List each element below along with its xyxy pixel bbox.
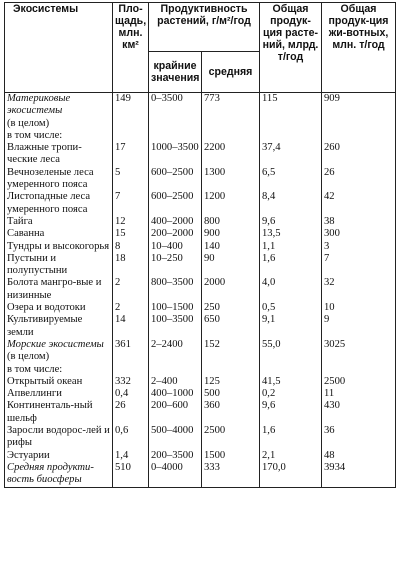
cell-area <box>113 351 149 363</box>
cell-area: 2 <box>113 302 149 314</box>
cell-ecosystem: Вечнозеленые леса умеренного пояса <box>5 167 113 192</box>
cell-ecosystem: (в целом) <box>5 351 113 363</box>
cell-animal-total: 7 <box>322 253 396 278</box>
header-average: средняя <box>202 52 260 93</box>
table-row <box>5 302 396 314</box>
cell-average: 90 <box>202 253 260 278</box>
cell-plant-total: 6,5 <box>260 167 322 192</box>
cell-average: 500 <box>202 388 260 400</box>
table-row <box>5 400 396 425</box>
cell-ecosystem: Тайга <box>5 216 113 228</box>
cell-plant-total: 1,6 <box>260 253 322 278</box>
cell-area: 0,6 <box>113 425 149 450</box>
table-row <box>5 228 396 240</box>
cell-plant-total: 37,4 <box>260 142 322 167</box>
cell-animal-total <box>322 130 396 142</box>
cell-area: 2 <box>113 277 149 302</box>
table-row <box>5 425 396 450</box>
cell-area: 1,4 <box>113 450 149 462</box>
cell-area: 361 <box>113 339 149 351</box>
table-row <box>5 314 396 339</box>
cell-range: 100–1500 <box>149 302 202 314</box>
ecosystem-productivity-table <box>4 2 396 488</box>
cell-area: 17 <box>113 142 149 167</box>
cell-animal-total: 430 <box>322 400 396 425</box>
cell-plant-total: 8,4 <box>260 191 322 216</box>
table-row <box>5 118 396 130</box>
cell-animal-total: 10 <box>322 302 396 314</box>
header-area: Пло-щадь, млн. км² <box>113 3 149 93</box>
cell-plant-total: 9,6 <box>260 400 322 425</box>
cell-average: 773 <box>202 93 260 118</box>
cell-average: 1300 <box>202 167 260 192</box>
cell-average: 2500 <box>202 425 260 450</box>
cell-range: 0–4000 <box>149 462 202 487</box>
cell-area: 12 <box>113 216 149 228</box>
cell-range <box>149 364 202 376</box>
cell-area: 0,4 <box>113 388 149 400</box>
cell-ecosystem: Культивируемые земли <box>5 314 113 339</box>
cell-plant-total: 9,1 <box>260 314 322 339</box>
cell-ecosystem: Влажные тропи-ческие леса <box>5 142 113 167</box>
table-row <box>5 388 396 400</box>
cell-range: 200–2000 <box>149 228 202 240</box>
header-productivity: Продуктивность растений, г/м²/год <box>149 3 260 52</box>
cell-range: 200–600 <box>149 400 202 425</box>
table-row <box>5 191 396 216</box>
cell-animal-total: 260 <box>322 142 396 167</box>
cell-plant-total: 115 <box>260 93 322 118</box>
cell-ecosystem: (в целом) <box>5 118 113 130</box>
cell-plant-total <box>260 351 322 363</box>
table-row <box>5 216 396 228</box>
table-row <box>5 93 396 118</box>
cell-ecosystem: Морские экосистемы <box>5 339 113 351</box>
cell-range <box>149 351 202 363</box>
cell-animal-total <box>322 351 396 363</box>
cell-animal-total: 909 <box>322 93 396 118</box>
cell-plant-total: 13,5 <box>260 228 322 240</box>
cell-area <box>113 118 149 130</box>
cell-ecosystem: Болота мангро-вые и низинные <box>5 277 113 302</box>
cell-average: 152 <box>202 339 260 351</box>
cell-average: 333 <box>202 462 260 487</box>
cell-range <box>149 130 202 142</box>
cell-animal-total: 3934 <box>322 462 396 487</box>
cell-ecosystem: Апвеллинги <box>5 388 113 400</box>
cell-ecosystem: Саванна <box>5 228 113 240</box>
cell-average <box>202 351 260 363</box>
cell-range: 600–2500 <box>149 191 202 216</box>
cell-animal-total: 3025 <box>322 339 396 351</box>
cell-plant-total: 41,5 <box>260 376 322 388</box>
cell-animal-total: 42 <box>322 191 396 216</box>
table-row <box>5 130 396 142</box>
cell-average: 1500 <box>202 450 260 462</box>
cell-ecosystem: Озера и водотоки <box>5 302 113 314</box>
table-row <box>5 241 396 253</box>
cell-average <box>202 118 260 130</box>
cell-range: 600–2500 <box>149 167 202 192</box>
cell-average: 900 <box>202 228 260 240</box>
table-row <box>5 339 396 351</box>
cell-range: 10–250 <box>149 253 202 278</box>
cell-average <box>202 364 260 376</box>
table-row <box>5 167 396 192</box>
cell-plant-total: 2,1 <box>260 450 322 462</box>
cell-average: 360 <box>202 400 260 425</box>
cell-ecosystem: Листопадные леса умеренного пояса <box>5 191 113 216</box>
cell-ecosystem: Средняя продукти-вость биосферы <box>5 462 113 487</box>
cell-animal-total: 9 <box>322 314 396 339</box>
cell-area: 14 <box>113 314 149 339</box>
cell-range <box>149 118 202 130</box>
table-row <box>5 450 396 462</box>
cell-average: 650 <box>202 314 260 339</box>
table-row <box>5 277 396 302</box>
cell-average: 2000 <box>202 277 260 302</box>
cell-average: 140 <box>202 241 260 253</box>
cell-average: 125 <box>202 376 260 388</box>
cell-range: 400–2000 <box>149 216 202 228</box>
table-row <box>5 364 396 376</box>
cell-animal-total: 32 <box>322 277 396 302</box>
cell-plant-total: 1,6 <box>260 425 322 450</box>
cell-average: 250 <box>202 302 260 314</box>
cell-animal-total: 36 <box>322 425 396 450</box>
cell-range: 800–3500 <box>149 277 202 302</box>
cell-ecosystem: Эстуарии <box>5 450 113 462</box>
cell-range: 2–400 <box>149 376 202 388</box>
table-body <box>5 93 396 488</box>
cell-plant-total: 9,6 <box>260 216 322 228</box>
cell-range: 1000–3500 <box>149 142 202 167</box>
cell-animal-total <box>322 118 396 130</box>
cell-average <box>202 130 260 142</box>
cell-ecosystem: Открытый океан <box>5 376 113 388</box>
table-row <box>5 142 396 167</box>
cell-area: 18 <box>113 253 149 278</box>
cell-plant-total: 55,0 <box>260 339 322 351</box>
cell-plant-total <box>260 118 322 130</box>
header-extremes: крайние значения <box>149 52 202 93</box>
cell-animal-total: 11 <box>322 388 396 400</box>
cell-area: 510 <box>113 462 149 487</box>
cell-animal-total: 2500 <box>322 376 396 388</box>
cell-ecosystem: в том числе: <box>5 130 113 142</box>
cell-range: 500–4000 <box>149 425 202 450</box>
cell-area: 332 <box>113 376 149 388</box>
cell-animal-total: 300 <box>322 228 396 240</box>
table-row <box>5 376 396 388</box>
header-plant-total: Общая продук-ция расте-ний, млрд. т/год <box>260 3 322 93</box>
cell-plant-total: 0,2 <box>260 388 322 400</box>
cell-range: 200–3500 <box>149 450 202 462</box>
cell-ecosystem: Пустыни и полупустыни <box>5 253 113 278</box>
cell-animal-total <box>322 364 396 376</box>
cell-plant-total <box>260 130 322 142</box>
cell-ecosystem: Заросли водорос-лей и рифы <box>5 425 113 450</box>
cell-area: 15 <box>113 228 149 240</box>
cell-plant-total <box>260 364 322 376</box>
cell-range: 2–2400 <box>149 339 202 351</box>
header-ecosystems: Экосистемы <box>5 3 113 93</box>
cell-range: 100–3500 <box>149 314 202 339</box>
cell-average: 1200 <box>202 191 260 216</box>
cell-plant-total: 1,1 <box>260 241 322 253</box>
cell-ecosystem: Материковые экосистемы <box>5 93 113 118</box>
table-row <box>5 462 396 487</box>
cell-area: 5 <box>113 167 149 192</box>
cell-area: 26 <box>113 400 149 425</box>
cell-animal-total: 26 <box>322 167 396 192</box>
cell-plant-total: 0,5 <box>260 302 322 314</box>
cell-range: 0–3500 <box>149 93 202 118</box>
cell-area <box>113 130 149 142</box>
cell-animal-total: 3 <box>322 241 396 253</box>
cell-range: 10–400 <box>149 241 202 253</box>
table-row <box>5 253 396 278</box>
cell-animal-total: 48 <box>322 450 396 462</box>
cell-range: 400–1000 <box>149 388 202 400</box>
cell-ecosystem: Тундры и высокогорья <box>5 241 113 253</box>
cell-animal-total: 38 <box>322 216 396 228</box>
cell-ecosystem: Континенталь-ный шельф <box>5 400 113 425</box>
cell-area: 8 <box>113 241 149 253</box>
cell-average: 800 <box>202 216 260 228</box>
cell-plant-total: 4,0 <box>260 277 322 302</box>
cell-area <box>113 364 149 376</box>
cell-plant-total: 170,0 <box>260 462 322 487</box>
cell-ecosystem: в том числе: <box>5 364 113 376</box>
cell-area: 149 <box>113 93 149 118</box>
cell-area: 7 <box>113 191 149 216</box>
cell-average: 2200 <box>202 142 260 167</box>
table-row <box>5 351 396 363</box>
header-animal-total: Общая продук-ция жи-вотных, млн. т/год <box>322 3 396 93</box>
